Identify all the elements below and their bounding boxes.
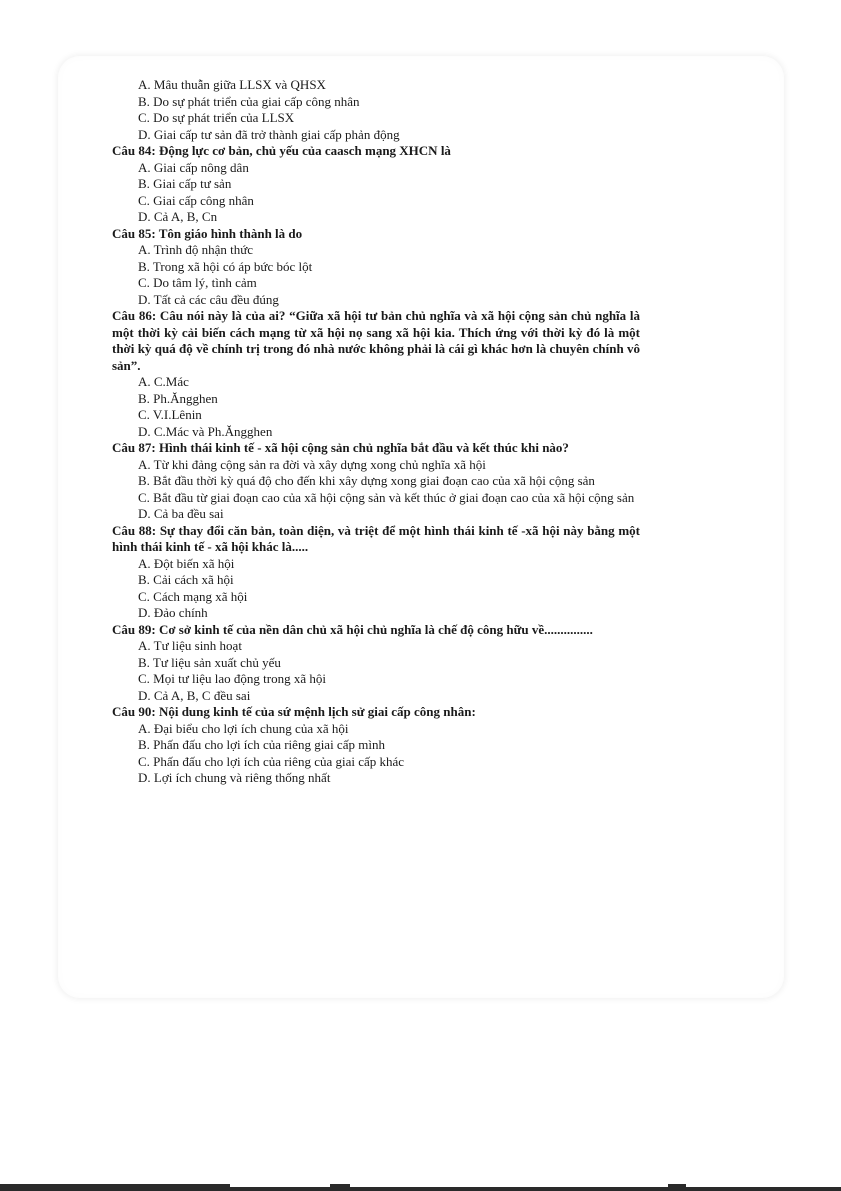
question-options (112, 242, 640, 308)
question-90 (112, 704, 640, 787)
option-c: C. V.I.Lênin (138, 407, 202, 422)
question-options (112, 556, 640, 622)
option-a: A. Đại biểu cho lợi ích chung của xã hội (138, 720, 349, 736)
option-d: D. Cả A, B, C đều sai (138, 687, 251, 703)
option-a: A. Từ khi đảng cộng sản ra đời và xây dựng xong chủ nghĩa xã hội (138, 456, 486, 472)
option-c: C. Giai cấp công nhân (138, 192, 254, 208)
option-b: B. Tư liệu sản xuất chủ yếu (138, 654, 281, 670)
question-title: Câu 88: Sự thay đổi căn bản, toàn diện, và triệt để một hình thái kinh tế -xã hội này bằng một hình thái kinh tế - xã hội khác là..... (112, 522, 640, 554)
option-b: B. Do sự phát triển của giai cấp công nhân (138, 93, 360, 109)
question-title: Câu 90: Nội dung kinh tế của sứ mệnh lịch sử giai cấp công nhân: (112, 704, 476, 719)
question-title: Câu 89: Cơ sở kinh tế của nền dân chủ xã hội chủ nghĩa là chế độ công hữu về............... (112, 621, 593, 637)
option-b: B. Cải cách xã hội (138, 572, 234, 587)
option-d: D. Lợi ích chung và riêng thống nhất (138, 770, 331, 785)
option-c: C. Do sự phát triển của LLSX (138, 110, 295, 125)
pre-options (112, 77, 640, 143)
option-c: C. Cách mạng xã hội (138, 588, 248, 604)
question-options (112, 374, 640, 440)
question-title: Câu 84: Động lực cơ bản, chủ yếu của caasch mạng XHCN là (112, 143, 451, 158)
option-d: D. Giai cấp tư sản đã trở thành giai cấp phản động (138, 126, 400, 142)
option-b: B. Phấn đấu cho lợi ích của riêng giai cấp mình (138, 737, 385, 752)
question-87 (112, 440, 640, 523)
question-89 (112, 622, 640, 705)
option-b: B. Trong xã hội có áp bức bóc lột (138, 258, 313, 274)
question-88 (112, 523, 640, 622)
question-86 (112, 308, 640, 440)
question-title: Câu 87: Hình thái kinh tế - xã hội cộng sản chủ nghĩa bắt đầu và kết thúc khi nào? (112, 440, 569, 455)
option-d: D. Cả ba đều sai (138, 506, 224, 521)
option-a: A. Giai cấp nông dân (138, 159, 249, 175)
question-options (112, 457, 640, 523)
option-c: C. Mọi tư liệu lao động trong xã hội (138, 671, 326, 686)
question-84 (112, 143, 640, 226)
option-d: D. Cả A, B, Cn (138, 209, 218, 224)
option-b: B. Ph.Ăngghen (138, 390, 218, 406)
option-a: A. Trình độ nhận thức (138, 242, 254, 257)
option-a: A. C.Mác (138, 374, 189, 389)
option-a: A. Mâu thuẫn giữa LLSX và QHSX (138, 77, 326, 92)
option-a: A. Đột biến xã hội (138, 555, 235, 571)
option-b: B. Giai cấp tư sản (138, 176, 232, 191)
option-c: C. Phấn đấu cho lợi ích của riêng của giai cấp khác (138, 753, 405, 769)
option-c: C. Do tâm lý, tình cảm (138, 275, 257, 290)
option-d: D. Đảo chính (138, 605, 208, 620)
question-options (112, 160, 640, 226)
document-content (112, 77, 640, 787)
question-title: Câu 86: Câu nói này là của ai? “Giữa xã hội tư bản chủ nghĩa và xã hội cộng sản chủ nghĩa là một thời kỳ cải biến cách mạng từ xã hội nọ sang xã hội kia. Thích ứng với thời kỳ đó là một thời kỳ quá độ về chính trị trong đó nhà nước không phải là cái gì khác hơn là chuyên chính vô sản”. (112, 308, 640, 373)
question-options (112, 638, 640, 704)
question-85 (112, 226, 640, 309)
scan-edge-bar (0, 1187, 841, 1191)
question-options (112, 721, 640, 787)
option-a: A. Tư liệu sinh hoạt (138, 638, 242, 653)
question-title: Câu 85: Tôn giáo hình thành là do (112, 225, 303, 241)
option-d: D. Tất cả các câu đều đúng (138, 291, 279, 307)
option-d: D. C.Mác và Ph.Ăngghen (138, 423, 273, 439)
option-b: B. Bắt đầu thời kỳ quá độ cho đến khi xây dựng xong giai đoạn cao của xã hội cộng sản (138, 473, 595, 488)
option-c: C. Bắt đầu từ giai đoạn cao của xã hội cộng sản và kết thúc ở giai đoạn cao của xã hội cộng sản (138, 489, 635, 505)
